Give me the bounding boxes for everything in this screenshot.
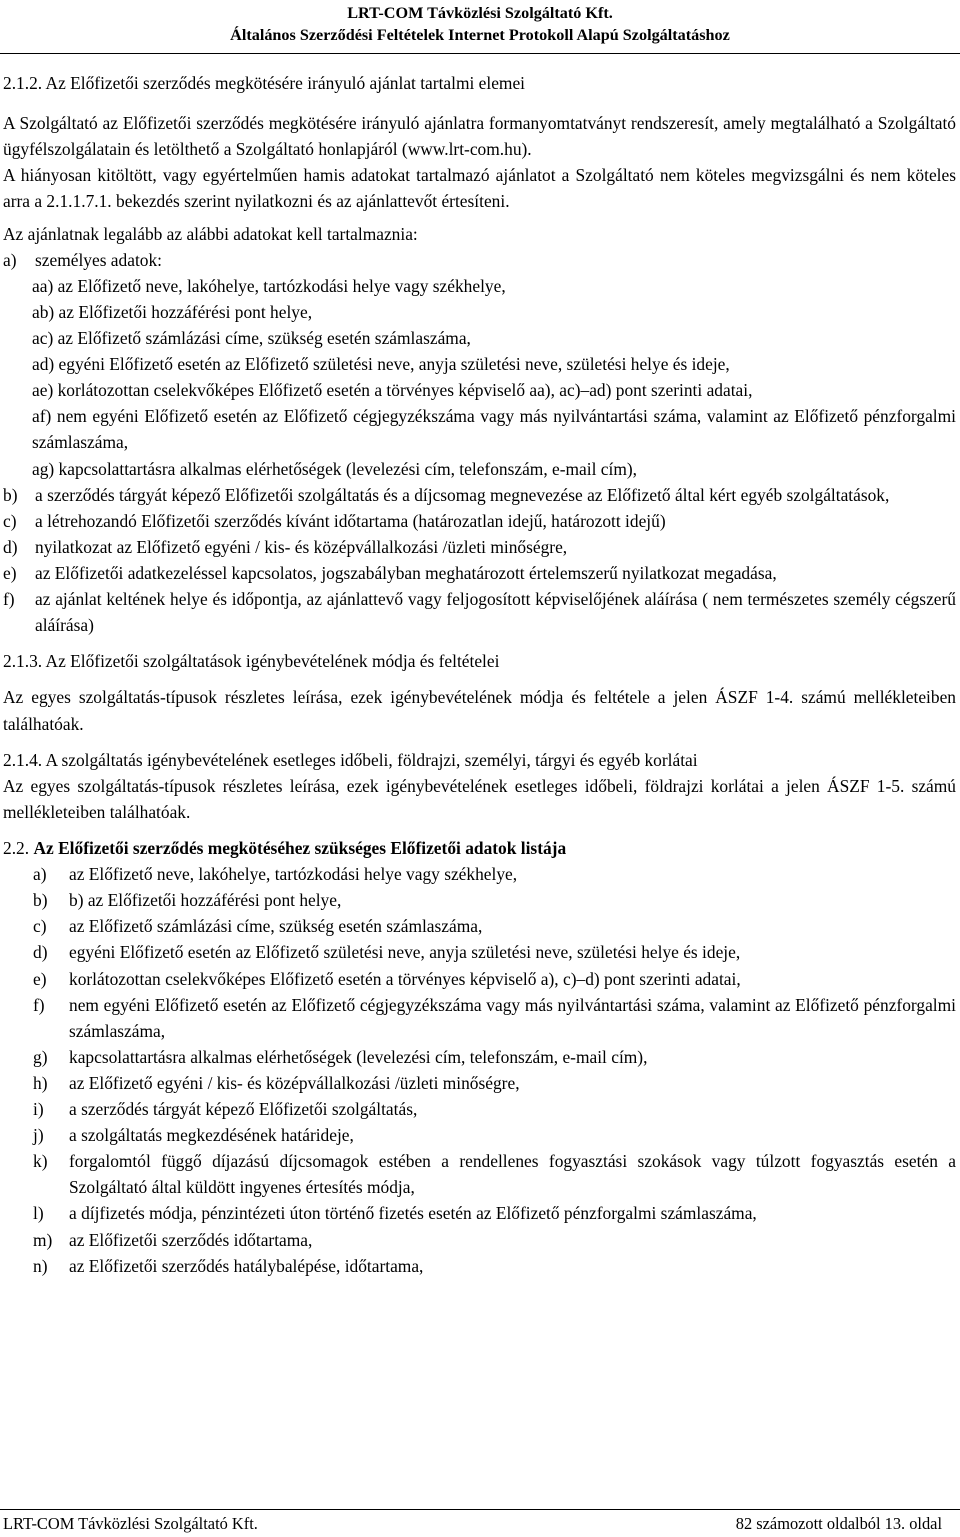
offer-list-item (3, 560, 956, 586)
list-item (33, 1200, 956, 1226)
offer-list-item (3, 508, 956, 534)
list-item-label: l) (33, 1203, 44, 1224)
list-item-label: f) (3, 589, 15, 610)
section-2-1-2-heading: 2.1.2. Az Előfizetői szerződés megkötésére irányuló ajánlat tartalmi elemei (3, 73, 525, 93)
offer-list-item (3, 586, 956, 638)
list-item-text: az Előfizető egyéni / kis- és középvállalkozási /üzleti minőségre, (69, 1072, 520, 1093)
list-item (33, 1122, 956, 1148)
section-2-1-4-heading: 2.1.4. A szolgáltatás igénybevételének esetleges időbeli, földrajzi, személyi, tárgyi és egyéb korlátai (3, 749, 698, 770)
list-item-text: nyilatkozat az Előfizető egyéni / kis- és középvállalkozási /üzleti minőségre, (35, 536, 568, 557)
list-item-text: személyes adatok: (35, 249, 162, 270)
list-item-label: e) (3, 562, 17, 583)
list-item-text: a létrehozandó Előfizetői szerződés kívánt időtartama (határozatlan idejű, határozott idejű) (35, 510, 666, 531)
list-item-label: n) (33, 1255, 48, 1276)
page-footer (0, 1512, 960, 1537)
sublist-item: af) nem egyéni Előfizető esetén az Előfizető cégjegyzékszáma vagy más nyilvántartási száma, valamint az Előfizető pénzforgalmi számlaszáma, (32, 406, 956, 453)
footer-page-number: 82 számozott oldalból 13. oldal (735, 1514, 942, 1533)
footer-company: LRT-COM Távközlési Szolgáltató Kft. (3, 1514, 258, 1533)
offer-list-item (3, 482, 956, 508)
list-item-text: nem egyéni Előfizető esetén az Előfizető cégjegyzékszáma vagy más nyilvántartási száma, valamint az Előfizető pénzforgalmi számlaszáma, (69, 994, 956, 1041)
list-item (33, 913, 956, 939)
section-2-1-2-paragraph-1: A Szolgáltató az Előfizetői szerződés megkötésére irányuló ajánlatra formanyomtatványt rendszeresít, amely megtalálható a Szolgáltató ügyfélszolgálatain és letölthető a Szolgáltató honlapjáról (www.lrt-com.hu). (3, 113, 956, 160)
list-item-text: a díjfizetés módja, pénzintézeti úton történő fizetés esetén az Előfizető pénzforgalmi számlaszáma, (69, 1203, 757, 1224)
list-item (33, 1044, 956, 1070)
list-item-text: a szolgáltatás megkezdésének határideje, (69, 1125, 354, 1146)
list-item-label: d) (3, 536, 18, 557)
list-item-text: az ajánlat keltének helye és időpontja, az ajánlattevő vagy feljogosított képviselőjének aláírása ( nem természetes személy cégszerű aláírása) (35, 589, 956, 636)
list-item (33, 887, 956, 913)
list-item (33, 1096, 956, 1122)
sublist-item: ab) az Előfizetői hozzáférési pont helye, (32, 301, 313, 322)
list-item-label: k) (33, 1151, 48, 1172)
sublist-item: ag) kapcsolattartásra alkalmas elérhetőségek (levelezési cím, telefonszám, e-mail cím), (32, 458, 638, 479)
section-2-1-2-paragraph-2: A hiányosan kitöltött, vagy egyértelműen hamis adatokat tartalmazó ajánlatot a Szolgáltató nem köteles megvizsgálni és nem köteles arra a 2.1.1.7.1. bekezdés szerint nyilatkozni és az ajánlattevőt értesíteni. (3, 165, 956, 212)
list-item (33, 1227, 956, 1253)
offer-list-item (3, 534, 956, 560)
list-item-label: h) (33, 1072, 48, 1093)
list-item-text: a szerződés tárgyát képező Előfizetői szolgáltatás és a díjcsomag megnevezése az Előfizető által kért egyéb szolgáltatások, (35, 484, 890, 505)
header-divider (0, 53, 960, 54)
sublist-item: ac) az Előfizető számlázási címe, szükség esetén számlaszáma, (32, 327, 471, 348)
list-item-text: az Előfizető számlázási címe, szükség esetén számlaszáma, (69, 916, 483, 937)
list-item-label: c) (33, 916, 47, 937)
list-item (33, 939, 956, 965)
list-item-label: i) (33, 1099, 44, 1120)
list-item-label: j) (33, 1125, 44, 1146)
footer-divider (0, 1509, 960, 1510)
list-item-label: a) (33, 864, 47, 885)
list-item-text: az Előfizetői szerződés időtartama, (69, 1229, 313, 1250)
list-item (33, 861, 956, 887)
section-2-1-3-heading: 2.1.3. Az Előfizetői szolgáltatások igénybevételének módja és feltételei (3, 651, 500, 672)
section-2-1-2-paragraph-3: Az ajánlatnak legalább az alábbi adatokat kell tartalmaznia: (3, 223, 418, 244)
list-item (33, 1148, 956, 1200)
sublist-item: aa) az Előfizető neve, lakóhelye, tartózkodási helye vagy székhelye, (32, 275, 506, 296)
list-item-text: kapcsolattartásra alkalmas elérhetőségek (levelezési cím, telefonszám, e-mail cím), (69, 1046, 648, 1067)
header-doc-title: Általános Szerződési Feltételek Internet Protokoll Alapú Szolgáltatáshoz (230, 26, 730, 44)
list-item-text: egyéni Előfizető esetén az Előfizető születési neve, anyja születési neve, születési helye és ideje, (69, 942, 741, 963)
list-item (33, 1253, 956, 1279)
list-item-text: az Előfizető neve, lakóhelye, tartózkodási helye vagy székhelye, (69, 864, 518, 885)
section-2-1-3-paragraph: Az egyes szolgáltatás-típusok részletes leírása, ezek igénybevételének módja és feltétele a jelen ÁSZF 1-4. számú mellékleteiben találhatóak. (3, 687, 956, 734)
list-item-text: korlátozottan cselekvőképes Előfizető esetén a törvényes képviselő a), c)–d) pont szerinti adatai, (69, 968, 741, 989)
list-item-text: b) az Előfizetői hozzáférési pont helye, (69, 890, 342, 911)
sublist-item: ad) egyéni Előfizető esetén az Előfizető születési neve, anyja születési neve, születési helye és ideje, (32, 354, 730, 375)
list-item-text: forgalomtól függő díjazású díjcsomagok estében a rendellenes fogyasztási szokások vagy túlzott fogyasztás esetén a Szolgáltató által küldött ingyenes értesítés módja, (69, 1151, 956, 1198)
subscriber-data-list (3, 861, 956, 1279)
header-company: LRT-COM Távközlési Szolgáltató Kft. (347, 4, 613, 22)
list-item (33, 992, 956, 1044)
page-header (0, 0, 960, 46)
section-2-2-heading (3, 835, 956, 861)
list-item (33, 1070, 956, 1096)
section-2-2-number: 2.2. (3, 837, 30, 858)
list-item-label: a) (3, 249, 17, 270)
list-item-label: c) (3, 510, 17, 531)
offer-list-item-a (3, 247, 956, 273)
list-item (33, 966, 956, 992)
section-2-2-title: Az Előfizetői szerződés megkötéséhez szükséges Előfizetői adatok listája (33, 837, 567, 858)
list-item-label: b) (33, 890, 48, 911)
list-item-label: b) (3, 484, 18, 505)
list-item-text: a szerződés tárgyát képező Előfizetői szolgáltatás, (69, 1099, 418, 1120)
document-body (3, 70, 956, 1279)
section-2-1-4-paragraph: Az egyes szolgáltatás-típusok részletes leírása, ezek igénybevételének esetleges időbeli, földrajzi korlátai a jelen ÁSZF 1-5. számú mellékleteiben találhatóak. (3, 775, 956, 822)
list-item-label: d) (33, 942, 48, 963)
list-item-label: e) (33, 968, 47, 989)
list-item-text: az Előfizetői szerződés hatálybalépése, időtartama, (69, 1255, 424, 1276)
sublist-item: ae) korlátozottan cselekvőképes Előfizető esetén a törvényes képviselő aa), ac)–ad) pont szerinti adatai, (32, 380, 753, 401)
list-item-text: az Előfizetői adatkezeléssel kapcsolatos, jogszabályban meghatározott értelemszerű nyilatkozat megadása, (35, 562, 777, 583)
list-item-label: m) (33, 1229, 53, 1250)
personal-data-sublist (3, 273, 956, 482)
list-item-label: f) (33, 994, 45, 1015)
list-item-label: g) (33, 1046, 48, 1067)
